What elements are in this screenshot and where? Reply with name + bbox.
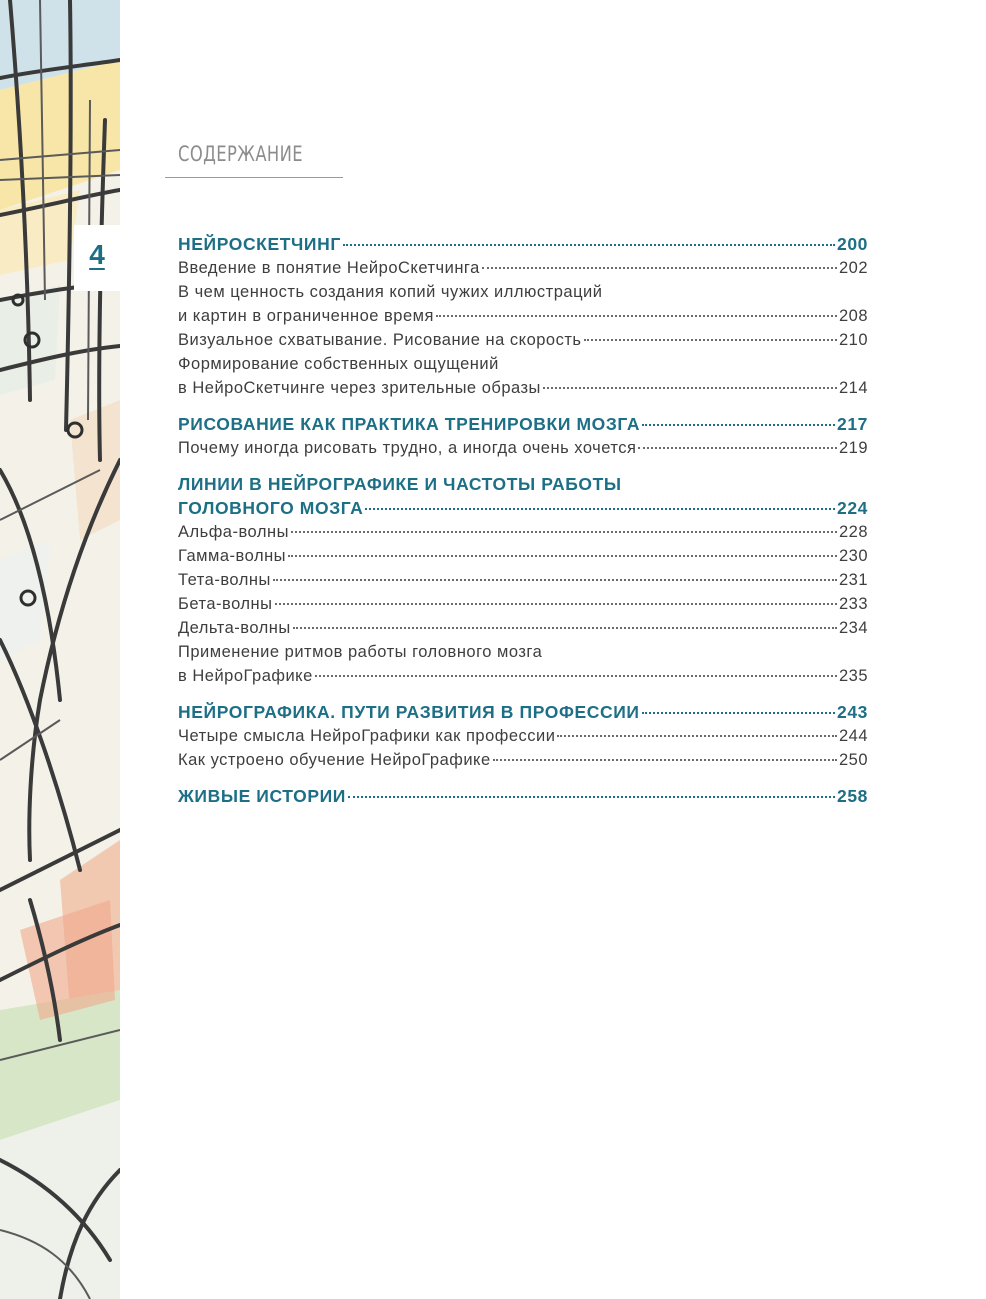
decorative-side-illustration	[0, 0, 120, 1299]
toc-entry-title: Дельта-волны	[178, 619, 291, 637]
toc-entry-page-number: 230	[838, 547, 868, 565]
toc-entry-title: и картин в ограниченное время	[178, 307, 434, 325]
toc-entry[interactable]	[178, 544, 868, 568]
toc-entry-page-number: 250	[838, 751, 868, 769]
toc-entry[interactable]	[178, 304, 868, 328]
dot-leader	[293, 627, 837, 629]
toc-entry-title: Тета-волны	[178, 571, 271, 589]
toc-entry-title: Почему иногда рисовать трудно, а иногда очень хочется	[178, 439, 637, 457]
chapter-tab	[74, 225, 120, 291]
dot-leader	[275, 603, 837, 605]
toc-section	[178, 232, 868, 400]
section-entry-title: ЖИВЫЕ ИСТОРИИ	[178, 786, 346, 806]
toc-entry-title: Введение в понятие НейроСкетчинга	[178, 259, 480, 277]
section-entry-title: НЕЙРОГРАФИКА. ПУТИ РАЗВИТИЯ В ПРОФЕССИИ	[178, 702, 640, 722]
toc-entry-page-number: 231	[838, 571, 868, 589]
dot-leader	[365, 508, 835, 510]
toc-entry-line: Применение ритмов работы головного мозга	[178, 643, 543, 661]
toc-entry[interactable]	[178, 724, 868, 748]
section-entry[interactable]	[178, 496, 868, 520]
toc-entry-title: Гамма-волны	[178, 547, 287, 565]
heading-underline	[165, 177, 343, 178]
section-entry-title: ГОЛОВНОГО МОЗГА	[178, 498, 364, 518]
toc-entry-title: Бета-волны	[178, 595, 273, 613]
section-entry-title: РИСОВАНИЕ КАК ПРАКТИКА ТРЕНИРОВКИ МОЗГА	[178, 414, 641, 434]
toc-entry-title: в НейроСкетчинге через зрительные образы	[178, 379, 541, 397]
toc-entry-page-number: 219	[838, 439, 868, 457]
toc-entry-page-number: 228	[838, 523, 868, 541]
dot-leader	[642, 712, 835, 714]
toc-entry-page-number: 234	[838, 619, 868, 637]
toc-entry-title: Визуальное схватывание. Рисование на скорость	[178, 331, 582, 349]
toc-entry-title: Альфа-волны	[178, 523, 289, 541]
toc-entry-page-number: 210	[838, 331, 868, 349]
toc-entry[interactable]	[178, 376, 868, 400]
dot-leader	[315, 675, 837, 677]
toc-entry[interactable]	[178, 616, 868, 640]
dot-leader	[288, 555, 837, 557]
toc-entry-title: Четыре смысла НейроГрафики как профессии	[178, 727, 556, 745]
section-entry[interactable]	[178, 700, 868, 724]
toc-section	[178, 784, 868, 808]
toc-entry-page-number: 233	[838, 595, 868, 613]
dot-leader	[291, 531, 837, 533]
toc-entry[interactable]	[178, 436, 868, 460]
toc-entry[interactable]	[178, 256, 868, 280]
toc-entry-title: Как устроено обучение НейроГрафике	[178, 751, 491, 769]
toc-entry-line: Формирование собственных ощущений	[178, 355, 499, 373]
dot-leader	[436, 315, 837, 317]
section-entry[interactable]	[178, 412, 868, 436]
toc-entry[interactable]	[178, 568, 868, 592]
dot-leader	[642, 424, 835, 426]
section-entry-title: НЕЙРОСКЕТЧИНГ	[178, 234, 341, 254]
dot-leader	[348, 796, 835, 798]
toc-entry-title: в НейроГрафике	[178, 667, 313, 685]
section-entry-page-number: 243	[837, 702, 868, 722]
toc-section	[178, 700, 868, 772]
dot-leader	[543, 387, 837, 389]
toc-entry[interactable]	[178, 520, 868, 544]
dot-leader	[493, 759, 837, 761]
toc-section	[178, 472, 868, 688]
toc-entry[interactable]	[178, 592, 868, 616]
section-entry-page-number: 217	[837, 414, 868, 434]
section-title-line: ЛИНИИ В НЕЙРОГРАФИКЕ И ЧАСТОТЫ РАБОТЫ	[178, 474, 622, 494]
toc-entry[interactable]	[178, 664, 868, 688]
toc-entry-page-number: 202	[838, 259, 868, 277]
toc-entry-page-number: 208	[838, 307, 868, 325]
section-entry-page-number: 224	[837, 498, 868, 518]
toc-entry[interactable]	[178, 748, 868, 772]
toc-entry-line: В чем ценность создания копий чужих иллюстраций	[178, 283, 603, 301]
dot-leader	[273, 579, 837, 581]
dot-leader	[584, 339, 837, 341]
toc-entry[interactable]	[178, 328, 868, 352]
dot-leader	[482, 267, 837, 269]
section-entry[interactable]	[178, 232, 868, 256]
contents-heading: СОДЕРЖАНИЕ	[178, 142, 304, 166]
table-of-contents	[178, 232, 868, 820]
section-entry[interactable]	[178, 784, 868, 808]
toc-entry-page-number: 235	[838, 667, 868, 685]
chapter-number: 4	[89, 239, 105, 270]
toc-section	[178, 412, 868, 460]
toc-entry-page-number: 214	[838, 379, 868, 397]
dot-leader	[638, 447, 837, 449]
section-entry-page-number: 258	[837, 786, 868, 806]
dot-leader	[557, 735, 837, 737]
section-entry-page-number: 200	[837, 234, 868, 254]
dot-leader	[343, 244, 835, 246]
toc-entry-page-number: 244	[838, 727, 868, 745]
